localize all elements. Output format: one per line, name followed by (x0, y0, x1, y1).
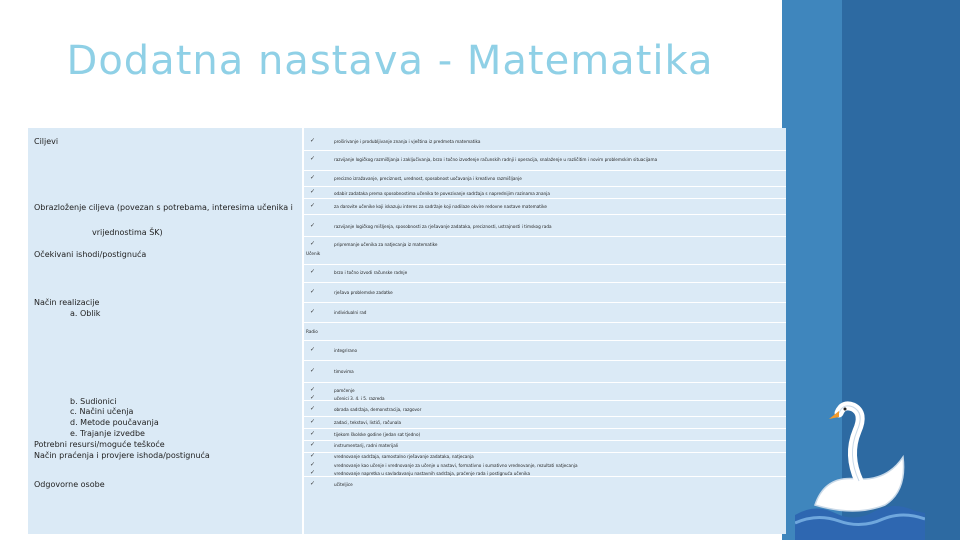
row-divider (304, 322, 786, 323)
check-icon: ✓ (310, 188, 316, 195)
row-text: vrednovanje sadržaja, samostalno rješavanje zadataka, natjecanja (334, 454, 474, 459)
row-divider (304, 340, 786, 341)
row-divider (304, 416, 786, 417)
check-icon: ✓ (310, 461, 316, 468)
row-text: precizno izražavanje, preciznost, urednost, sposobnost uočavanja i kreativno razmišljanje (334, 176, 522, 181)
row-divider (304, 360, 786, 361)
row-divider (304, 282, 786, 283)
row-text: Radio (306, 329, 318, 334)
slide-title: Dodatna nastava - Matematika (66, 38, 714, 84)
check-icon: ✓ (310, 155, 316, 162)
row-divider (304, 170, 786, 171)
row-divider (304, 440, 786, 441)
check-icon: ✓ (310, 480, 316, 487)
row-divider (304, 452, 786, 453)
label-vrijednostima: vrijednostima ŠK) (92, 228, 163, 237)
label-trajanje: e. Trajanje izvedbe (70, 429, 145, 438)
check-icon: ✓ (310, 394, 316, 401)
row-text: zadaci, tekstovi, listići, računala (334, 420, 402, 425)
check-icon: ✓ (310, 174, 316, 181)
row-text: odabir zadataka prema sposobnostima učenika te povezivanje sadržaja s naprednijim razinama znanja (334, 191, 550, 196)
row-divider (304, 428, 786, 429)
row-text: učiteljice (334, 482, 353, 487)
label-ocekivani: Očekivani ishodi/postignuća (34, 250, 147, 259)
check-icon: ✓ (310, 137, 316, 144)
row-text: pamćenje (334, 388, 355, 393)
column-divider (302, 128, 304, 534)
label-nacini-ucenja: c. Načini učenja (70, 407, 134, 416)
row-text: proširivanje i produbljivanje znanja i vještina iz predmeta matematika (334, 139, 481, 144)
row-divider (304, 150, 786, 151)
check-icon: ✓ (310, 452, 316, 459)
check-icon: ✓ (310, 308, 316, 315)
row-text: integrirano (334, 348, 358, 353)
row-text: pripremanje učenika za natjecanja iz matematike (334, 242, 438, 247)
row-text: obrada sadržaja, demonstracija, razgovor (334, 407, 422, 412)
row-text: vrednovanje napretka u savladavanju nastavnih sadržaja, praćenje rada i postignuća učenika (334, 471, 531, 476)
row-divider (304, 476, 786, 477)
row-divider (304, 186, 786, 187)
row-text: učenici 3. 4. i 5. razreda (334, 396, 385, 401)
check-icon: ✓ (310, 240, 316, 247)
check-icon: ✓ (310, 430, 316, 437)
label-nacin-pracenja: Način praćenja i provjere ishoda/postignuća (34, 451, 210, 460)
check-icon: ✓ (310, 222, 316, 229)
check-icon: ✓ (310, 288, 316, 295)
row-text: tijekom školske godine (jedan sat tjedno) (334, 432, 421, 437)
check-icon: ✓ (310, 441, 316, 448)
row-text: rješava problemske zadatke (334, 290, 393, 295)
label-ciljevi: Ciljevi (34, 137, 59, 146)
label-nacin: Način realizacije (34, 298, 100, 307)
row-text: individualni rad (334, 310, 367, 315)
check-icon: ✓ (310, 469, 316, 476)
row-divider (304, 198, 786, 199)
row-text: brzo i točno izvodi računske radnje (334, 270, 408, 275)
row-divider (304, 264, 786, 265)
check-icon: ✓ (310, 418, 316, 425)
row-text: razvijanje logičkog mišljenja, sposobnosti za rješavanje zadataka, preciznosti, ustrajnosti i timskog rada (334, 224, 552, 229)
check-icon: ✓ (310, 386, 316, 393)
label-metode: d. Metode poučavanja (70, 418, 159, 427)
label-odgovorne-osobe: Odgovorne osobe (34, 480, 105, 489)
check-icon: ✓ (310, 268, 316, 275)
row-text: za darovite učenike koji iskazuju interes za sadržaje koji nadilaze okvire redovne nastave matematike (334, 204, 547, 209)
check-icon: ✓ (310, 346, 316, 353)
row-divider (304, 302, 786, 303)
row-divider (304, 214, 786, 215)
label-obrazlozenje: Obrazloženje ciljeva (povezan s potrebama, interesima učenika i (34, 203, 293, 212)
swan-illustration (795, 395, 925, 540)
label-oblik: a. Oblik (70, 309, 101, 318)
row-text: Učenik (306, 251, 321, 256)
row-divider (304, 382, 786, 383)
row-text: instrumentarij, radni materijali (334, 443, 399, 448)
check-icon: ✓ (310, 367, 316, 374)
check-icon: ✓ (310, 202, 316, 209)
row-divider (304, 236, 786, 237)
row-text: timovima (334, 369, 354, 374)
row-text: vrednovanje kao učenje i vrednovanje za učenje u nastavi, formativno i sumativno vrednovanje, rezultati natjecanja (334, 463, 578, 468)
label-potrebni-resursi: Potrebni resursi/moguće teškoće (34, 440, 165, 449)
label-sudionici: b. Sudionici (70, 397, 117, 406)
row-text: razvijanje logičkog razmišljanja i zaključivanja, brzo i točno izvođenje računskih radnji i operacija, snalaženje u različitim i novim problemskim situacijama (334, 157, 658, 162)
check-icon: ✓ (310, 405, 316, 412)
